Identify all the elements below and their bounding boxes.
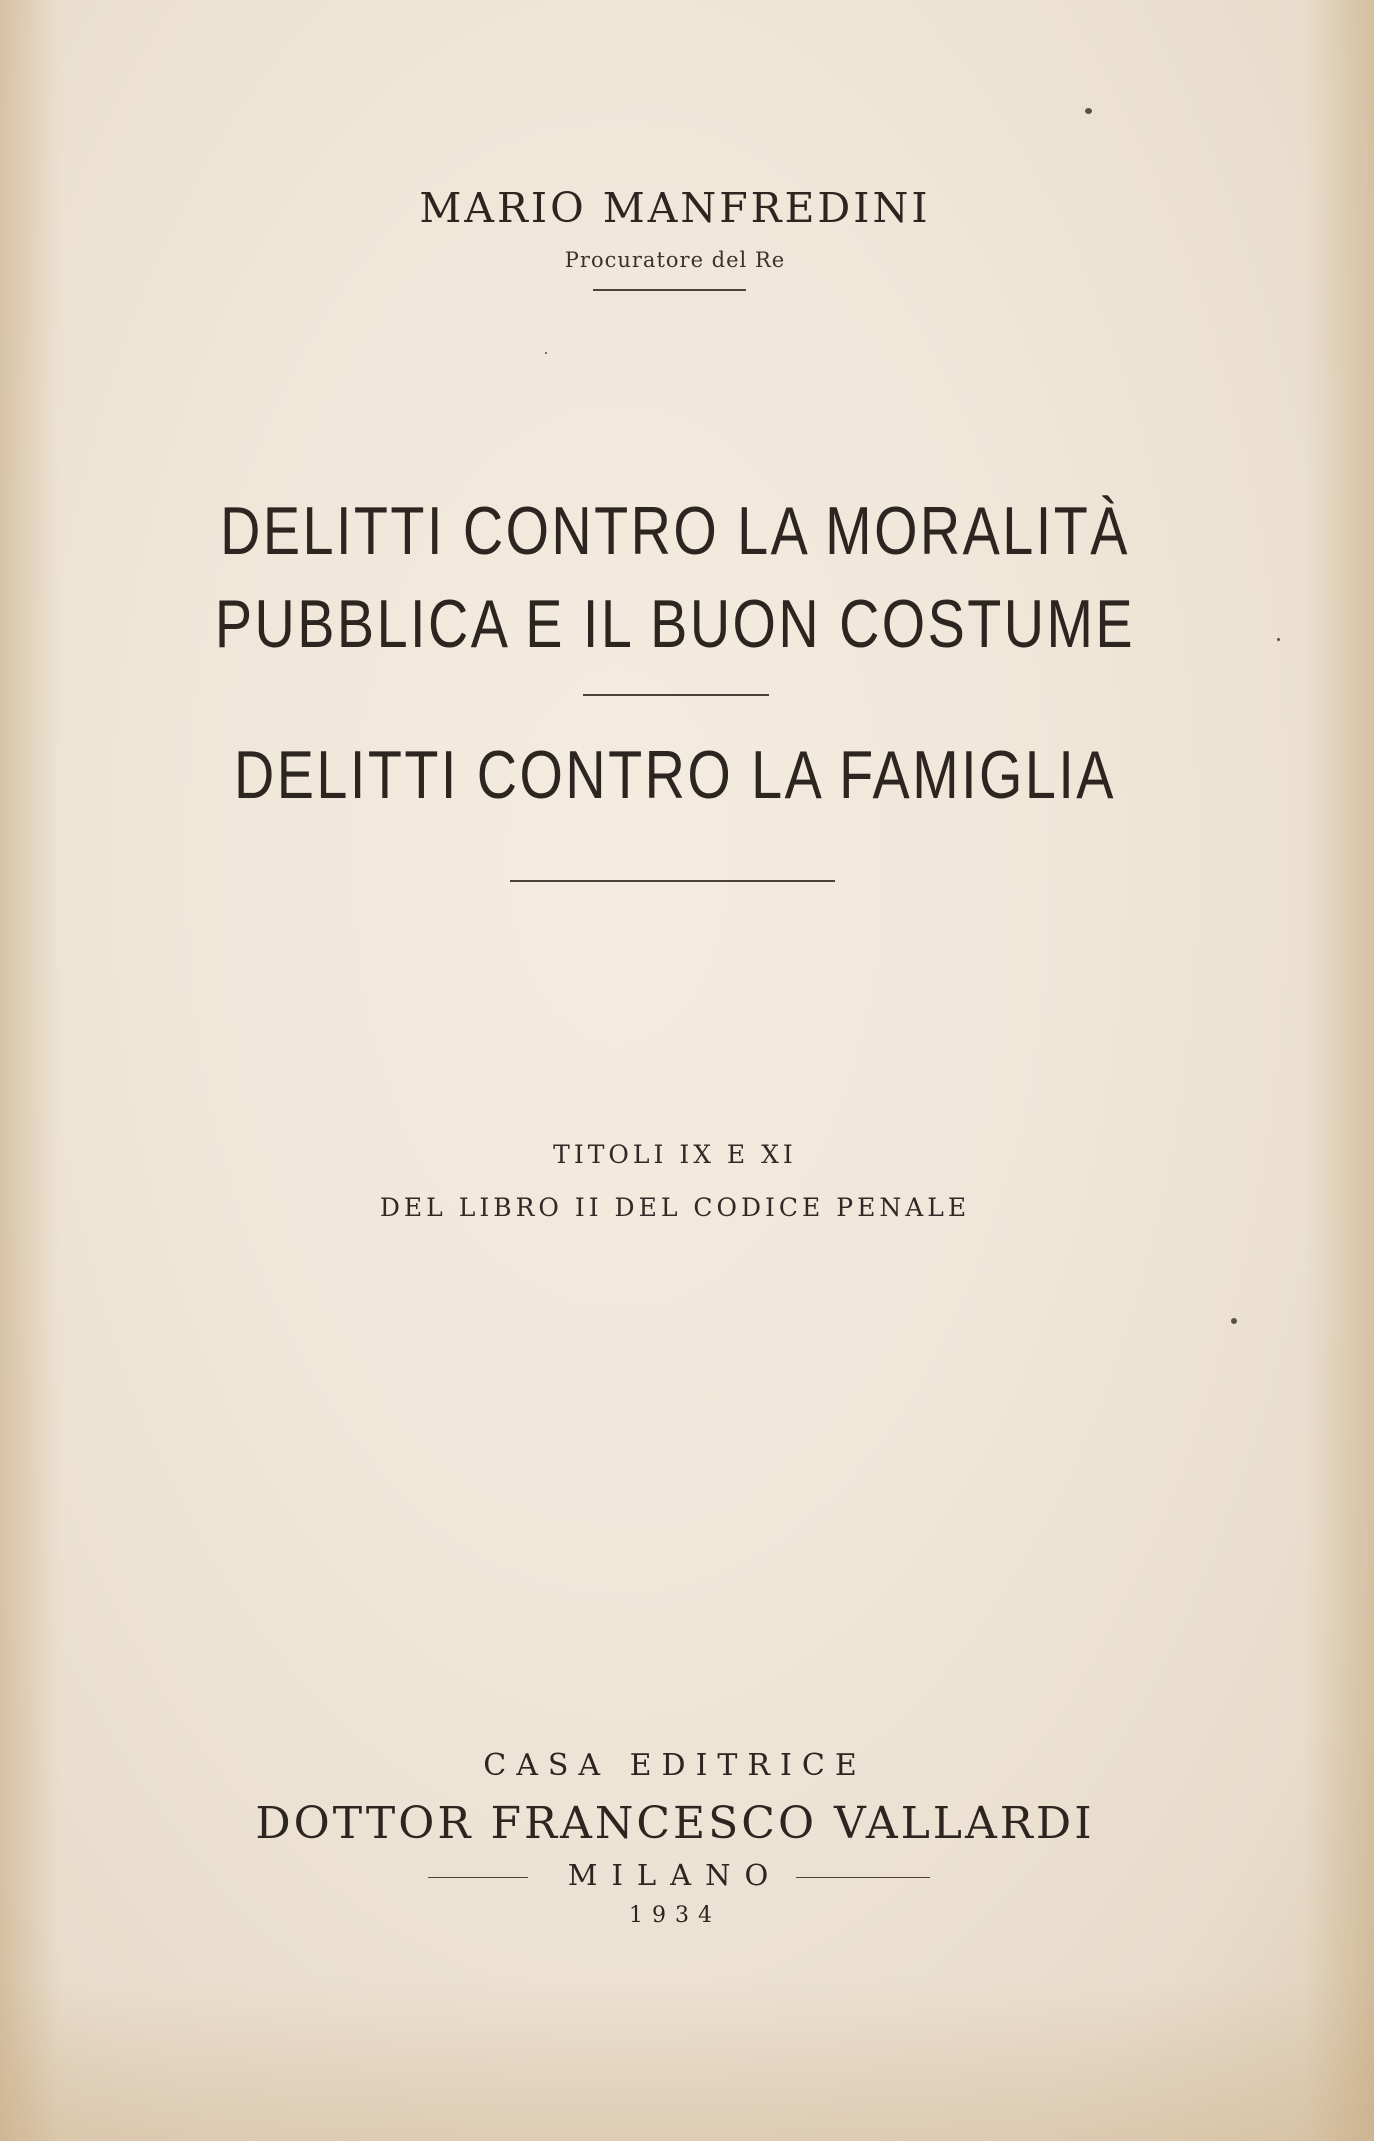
- publisher-city: MILANO: [567, 1858, 783, 1892]
- city-rule-right: [796, 1877, 930, 1878]
- subtitle-code-reference: DEL LIBRO II DEL CODICE PENALE: [379, 1193, 971, 1222]
- author-role: Procuratore del Re: [564, 248, 786, 272]
- title-line-1: DELITTI CONTRO LA MORALITÀ: [220, 493, 1130, 569]
- paper-speck: [1231, 1318, 1237, 1324]
- title-line-2: PUBBLICA E IL BUON COSTUME: [214, 586, 1136, 662]
- title-line-3: DELITTI CONTRO LA FAMIGLIA: [234, 737, 1116, 813]
- publication-year: 1934: [629, 1903, 721, 1928]
- page-edge-shadow-bottom: [0, 1981, 1374, 2141]
- publisher-house: CASA EDITRICE: [483, 1748, 867, 1783]
- paper-speck: [545, 352, 547, 354]
- title-divider: [583, 694, 769, 696]
- author-divider: [593, 289, 746, 291]
- paper-speck: [1277, 638, 1280, 641]
- title-bottom-divider: [510, 880, 835, 882]
- publisher-name: DOTTOR FRANCESCO VALLARDI: [255, 1798, 1095, 1849]
- author-name: MARIO MANFREDINI: [419, 184, 931, 232]
- paper-speck: [1085, 108, 1092, 114]
- subtitle-titles: TITOLI IX E XI: [553, 1140, 797, 1169]
